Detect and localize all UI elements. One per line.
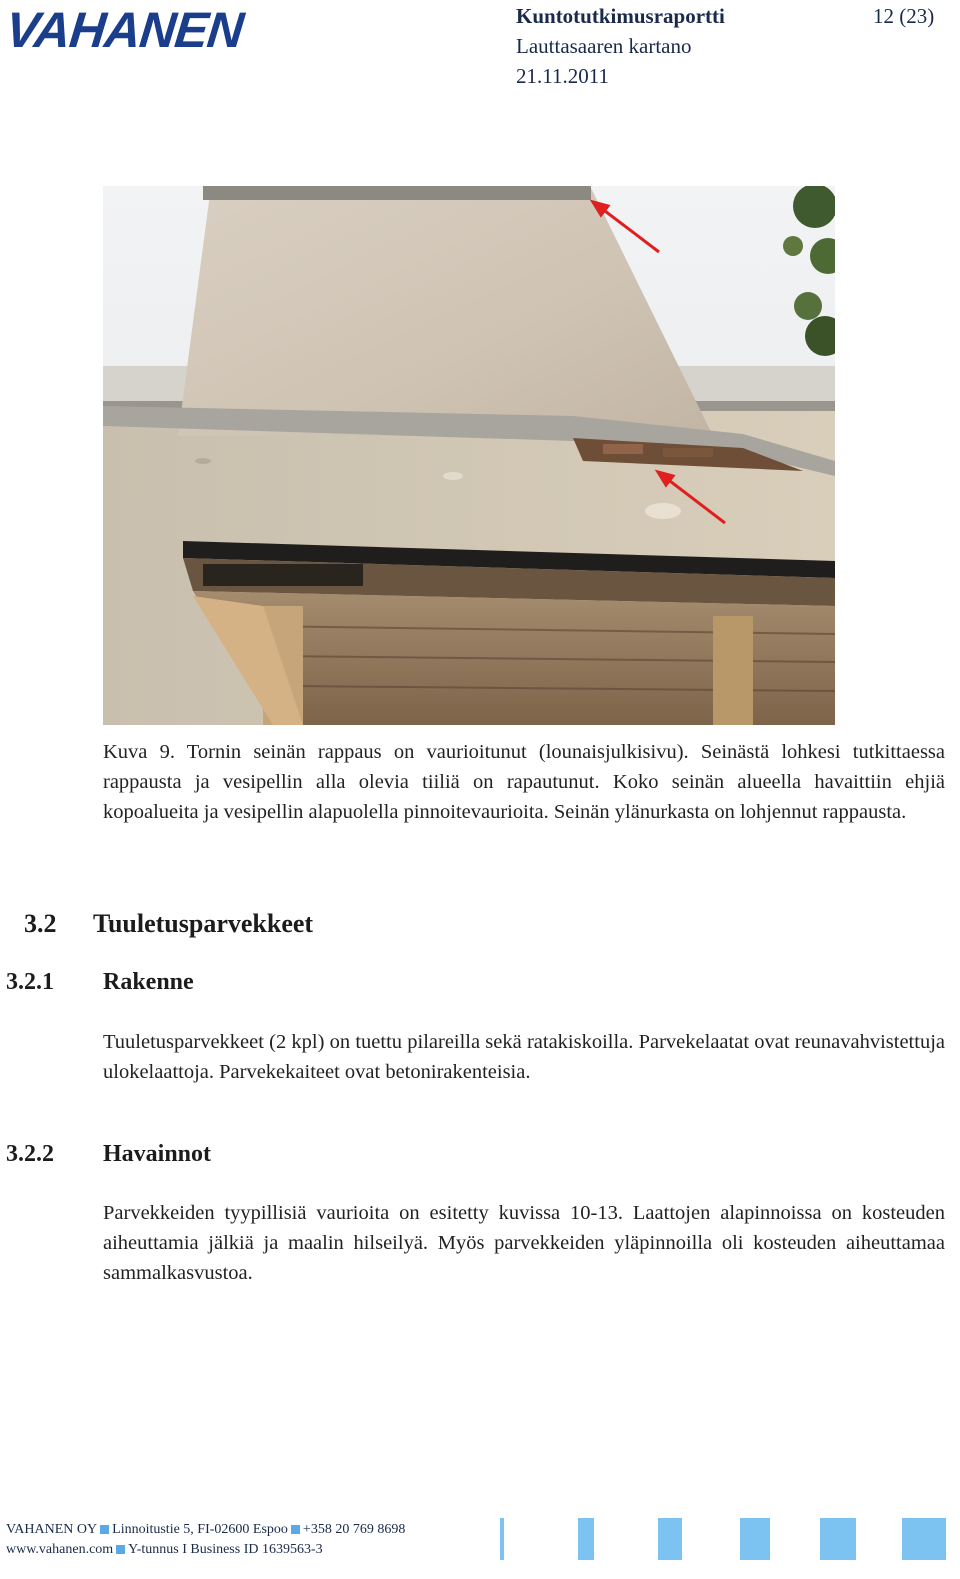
report-subtitle: Lauttasaaren kartano <box>516 34 692 58</box>
subsection-title: Havainnot <box>103 1141 212 1167</box>
subsection-title: Rakenne <box>103 969 194 995</box>
post-right <box>713 616 753 725</box>
page-number: 12 (23) <box>873 4 935 28</box>
square-bullet-icon <box>291 1525 300 1534</box>
figure-caption: Kuva 9. Tornin seinän rappaus on vaurioitunut (lounaisjulkisivu). Seinästä lohkesi tutkittaessa rappausta ja vesipellin alla olevia tiiliä on rapautunut. Koko seinän alueella havaittiin ehjiä kopoalueita ja vesipellin alapuolella pinnoitevaurioita. Seinän ylänurkasta on lohjennut rappausta. <box>103 741 945 823</box>
footer-bar <box>902 1518 946 1560</box>
report-title: Kuntotutkimusraportti <box>516 4 725 28</box>
square-bullet-icon <box>116 1545 125 1554</box>
footer-bar <box>500 1518 504 1560</box>
report-date: 21.11.2011 <box>516 64 609 88</box>
footer-phone: +358 20 769 8698 <box>302 1522 406 1537</box>
square-bullet-icon <box>100 1525 109 1534</box>
footer-line-2 <box>6 1542 323 1558</box>
logo-text: VAHANEN <box>3 2 246 58</box>
tower-wall-photo <box>103 186 835 725</box>
footer-bar <box>740 1518 770 1560</box>
footer-separator: I <box>182 1542 187 1557</box>
footer-line-1 <box>6 1522 405 1538</box>
footer-bar <box>658 1518 682 1560</box>
vahanen-logo <box>3 0 296 60</box>
subsection-number: 3.2.1 <box>6 969 54 995</box>
footer-company: VAHANEN OY <box>6 1522 98 1537</box>
subsection-text: Parvekkeiden tyypillisiä vaurioita on esitetty kuvissa 10-13. Laattojen alapinnoissa on kosteuden aiheuttamia jälkiä ja maalin hilseilyä. Myös parvekkeiden yläpinnoilla oli kosteuden aiheuttamaa sammalkasvustoa. <box>103 1202 945 1284</box>
subsection-number: 3.2.2 <box>6 1141 54 1167</box>
footer-bar <box>578 1518 594 1560</box>
footer-business-id: Business ID 1639563-3 <box>190 1542 323 1557</box>
section-number: 3.2 <box>24 909 57 938</box>
section-title: Tuuletusparvekkeet <box>93 909 314 938</box>
footer-bar <box>820 1518 856 1560</box>
subsection-text: Tuuletusparvekkeet (2 kpl) on tuettu pilareilla sekä ratakiskoilla. Parvekelaatat ovat reunavahvistettuja ulokelaattoja. Parvekekaiteet ovat betonirakenteisia. <box>103 1031 945 1083</box>
footer-address: Linnoitustie 5, FI-02600 Espoo <box>112 1522 288 1537</box>
footer-business-id-label: Y-tunnus <box>128 1542 179 1557</box>
footer-website[interactable]: www.vahanen.com <box>6 1542 114 1557</box>
